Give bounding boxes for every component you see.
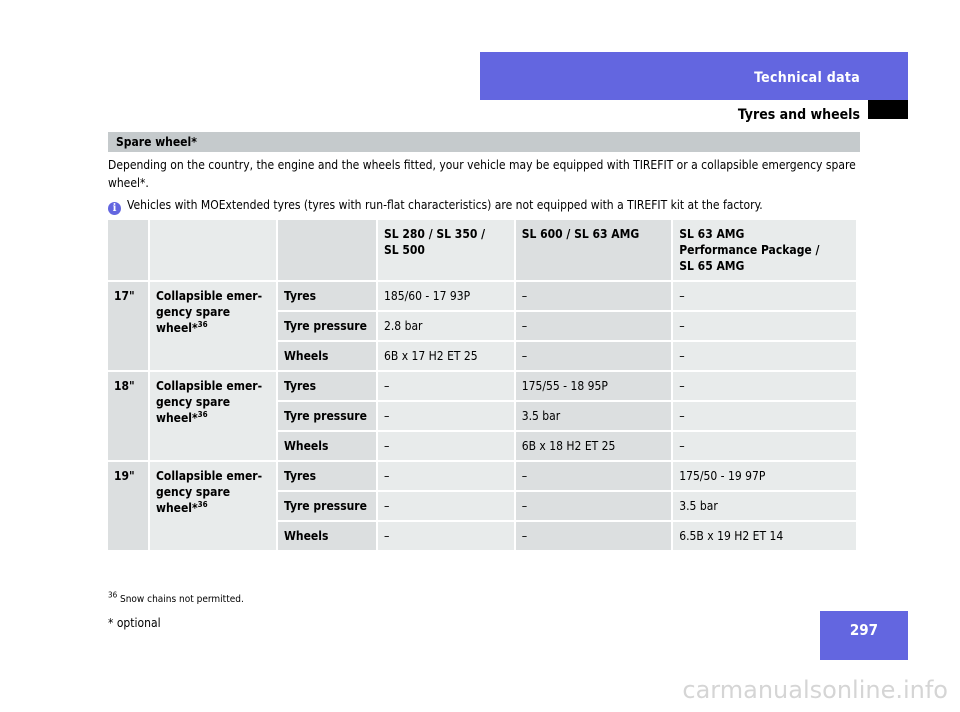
header-blank-size [108, 220, 148, 280]
value-cell-col2: – [516, 522, 672, 550]
description-line: wheel* [156, 411, 198, 425]
value-cell-col2: – [516, 342, 672, 370]
value-cell-col2: 175/55 - 18 95P [516, 372, 672, 400]
footnote-number: 36 [108, 590, 118, 600]
row-label: Wheels [278, 432, 376, 460]
wheel-size-cell: 18" [108, 372, 148, 460]
description-line: gency spare [156, 395, 231, 409]
page-number-box [820, 611, 908, 660]
footnote [108, 590, 244, 605]
spare-wheel-description [150, 462, 276, 550]
section-title: Tyres and wheels [737, 107, 860, 123]
optional-note: * optional [108, 616, 161, 630]
table-row [108, 372, 856, 400]
value-cell-col2: – [516, 312, 672, 340]
description-line: wheel* [156, 321, 198, 335]
spare-wheel-table [106, 218, 858, 552]
table-row [108, 282, 856, 310]
spare-wheel-description [150, 372, 276, 460]
value-cell-col1: – [378, 462, 514, 490]
info-icon: i [108, 202, 121, 215]
description-line: wheel* [156, 501, 198, 515]
value-cell-col1: – [378, 492, 514, 520]
info-note [108, 196, 860, 215]
description-line: gency spare [156, 305, 231, 319]
footnote-reference: 36 [197, 500, 208, 509]
value-cell-col1: – [378, 372, 514, 400]
row-label: Tyres [278, 372, 376, 400]
footnote-reference: 36 [197, 320, 208, 329]
value-cell-col2: – [516, 462, 672, 490]
value-cell-col1: 2.8 bar [378, 312, 514, 340]
value-cell-col2: – [516, 282, 672, 310]
row-label: Wheels [278, 522, 376, 550]
value-cell-col2: – [516, 492, 672, 520]
value-cell-col1: – [378, 522, 514, 550]
row-label: Tyre pressure [278, 312, 376, 340]
column-header-3-line: SL 63 AMG [679, 227, 745, 241]
value-cell-col3: 6.5B x 19 H2 ET 14 [673, 522, 856, 550]
info-note-text: Vehicles with MOExtended tyres (tyres with run-flat characteristics) are not equipped with a TIREFIT kit at the factory. [127, 198, 763, 212]
column-header-1 [378, 220, 514, 280]
description-line: Collapsible emer- [156, 469, 263, 483]
thumb-index-marker [868, 100, 908, 119]
value-cell-col2: 6B x 18 H2 ET 25 [516, 432, 672, 460]
wheel-size-cell: 17" [108, 282, 148, 370]
column-header-3-line: Performance Package / [679, 243, 820, 257]
section-heading: Spare wheel* [116, 135, 197, 149]
value-cell-col1: – [378, 402, 514, 430]
value-cell-col1: 6B x 17 H2 ET 25 [378, 342, 514, 370]
row-label: Tyres [278, 462, 376, 490]
watermark: carmanualsonline.info [682, 676, 948, 704]
table-header-row [108, 220, 856, 280]
value-cell-col1: 185/60 - 17 93P [378, 282, 514, 310]
value-cell-col3: – [673, 342, 856, 370]
description-line: Collapsible emer- [156, 379, 263, 393]
description-line: Collapsible emer- [156, 289, 263, 303]
chapter-title: Technical data [754, 70, 860, 86]
column-header-3 [673, 220, 856, 280]
row-label: Tyres [278, 282, 376, 310]
intro-paragraph: Depending on the country, the engine and the wheels fitted, your vehicle may be equipped with TIREFIT or a collapsible emergency spare wheel*. [108, 158, 856, 190]
footnote-text: Snow chains not permitted. [120, 594, 244, 605]
row-label: Tyre pressure [278, 402, 376, 430]
header-blank-desc [150, 220, 276, 280]
column-header-1-line: SL 500 [384, 243, 425, 257]
value-cell-col3: 175/50 - 19 97P [673, 462, 856, 490]
page-number: 297 [849, 621, 879, 639]
wheel-size-cell: 19" [108, 462, 148, 550]
value-cell-col2: 3.5 bar [516, 402, 672, 430]
value-cell-col3: 3.5 bar [673, 492, 856, 520]
table-row [108, 462, 856, 490]
section-heading-bar [108, 132, 860, 152]
row-label: Tyre pressure [278, 492, 376, 520]
spare-wheel-description [150, 282, 276, 370]
footnote-reference: 36 [197, 410, 208, 419]
value-cell-col3: – [673, 372, 856, 400]
value-cell-col3: – [673, 312, 856, 340]
value-cell-col3: – [673, 402, 856, 430]
column-header-3-line: SL 65 AMG [679, 259, 745, 273]
header-blank-label [278, 220, 376, 280]
value-cell-col1: – [378, 432, 514, 460]
value-cell-col3: – [673, 432, 856, 460]
row-label: Wheels [278, 342, 376, 370]
description-line: gency spare [156, 485, 231, 499]
value-cell-col3: – [673, 282, 856, 310]
column-header-2: SL 600 / SL 63 AMG [516, 220, 672, 280]
column-header-1-line: SL 280 / SL 350 / [384, 227, 486, 241]
